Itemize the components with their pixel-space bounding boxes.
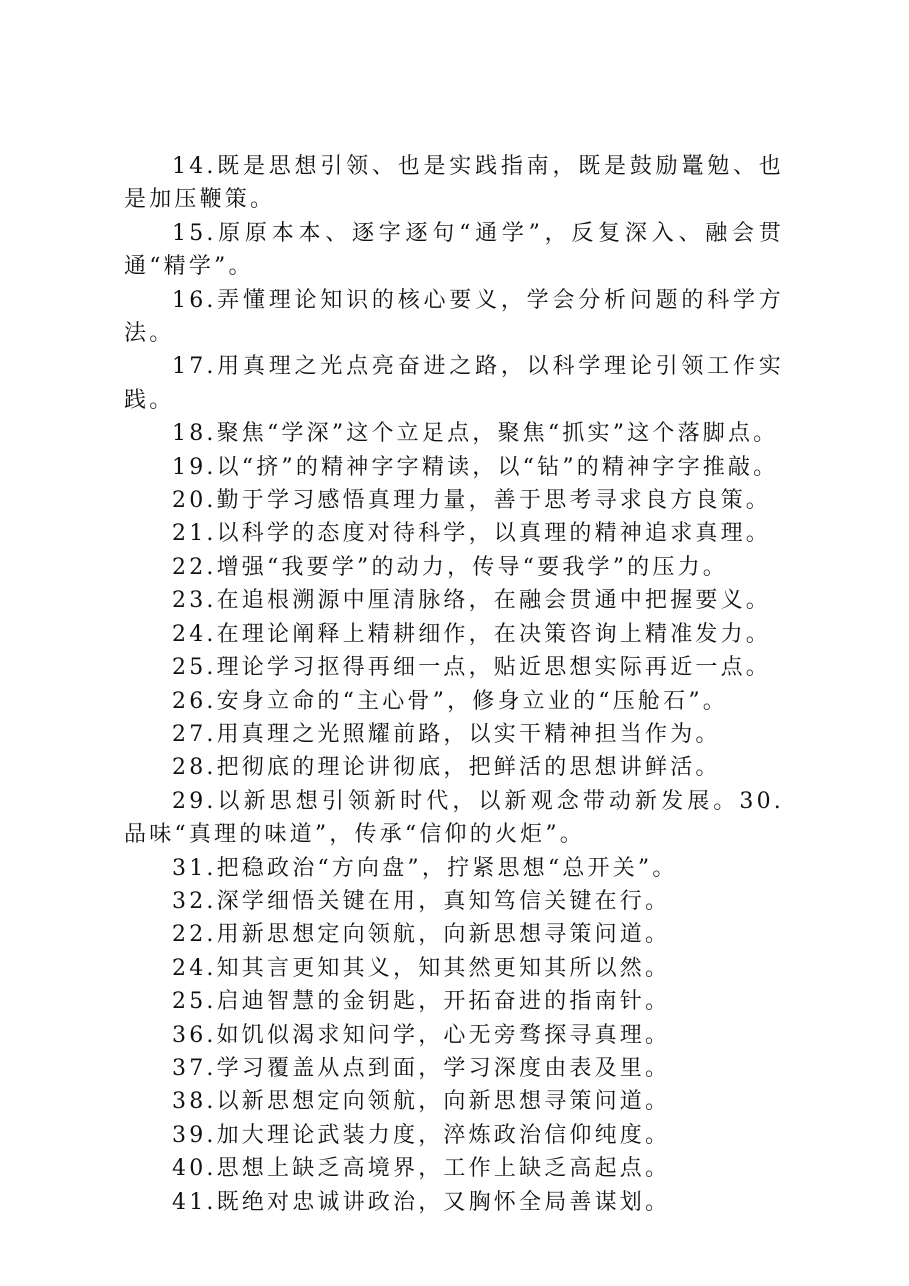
paragraph: 31.把稳政治“方向盘”，拧紧思想“总开关”。 bbox=[172, 855, 678, 881]
paragraph: 16.弄懂理论知识的核心要义，学会分析问题的科学方法。 bbox=[124, 287, 784, 347]
paragraph: 23.在追根溯源中厘清脉络，在融会贯通中把握要义。 bbox=[172, 588, 771, 614]
paragraph: 22.用新思想定向领航，向新思想寻策问道。 bbox=[172, 922, 671, 948]
paragraph: 25.启迪智慧的金钥匙，开拓奋进的指南针。 bbox=[172, 989, 671, 1015]
document-body bbox=[124, 150, 784, 1219]
paragraph: 22.增强“我要学”的动力，传导“要我学”的压力。 bbox=[172, 554, 728, 580]
paragraph: 40.思想上缺乏高境界，工作上缺乏高起点。 bbox=[172, 1156, 671, 1182]
paragraph: 41.既绝对忠诚讲政治，又胸怀全局善谋划。 bbox=[172, 1189, 671, 1215]
paragraph: 28.把彻底的理论讲彻底，把鲜活的思想讲鲜活。 bbox=[172, 755, 721, 781]
paragraph: 14.既是思想引领、也是实践指南，既是鼓励鼍勉、也是加压鞭策。 bbox=[124, 154, 784, 213]
paragraph: 39.加大理论武装力度，淬炼政治信仰纯度。 bbox=[172, 1122, 671, 1148]
paragraph: 27.用真理之光照耀前路，以实干精神担当作为。 bbox=[172, 721, 721, 747]
paragraph: 18.聚焦“学深”这个立足点，聚焦“抓实”这个落脚点。 bbox=[172, 421, 779, 447]
paragraph: 29.以新思想引领新时代，以新观念带动新发展。30.品味“真理的味道”，传承“信仰的火炬”。 bbox=[124, 788, 784, 848]
paragraph: 21.以科学的态度对待科学，以真理的精神追求真理。 bbox=[172, 521, 771, 547]
paragraph: 36.如饥似渴求知问学，心无旁骛探寻真理。 bbox=[172, 1022, 671, 1048]
paragraph: 20.勤于学习感悟真理力量，善于思考寻求良方良策。 bbox=[172, 488, 771, 514]
paragraph: 17.用真理之光点亮奋进之路，以科学理论引领工作实践。 bbox=[124, 354, 784, 413]
paragraph: 38.以新思想定向领航，向新思想寻策问道。 bbox=[172, 1089, 671, 1115]
paragraph: 25.理论学习抠得再细一点，贴近思想实际再近一点。 bbox=[172, 655, 771, 681]
paragraph: 24.在理论阐释上精耕细作，在决策咨询上精准发力。 bbox=[172, 621, 771, 647]
paragraph: 24.知其言更知其义，知其然更知其所以然。 bbox=[172, 955, 671, 981]
paragraph: 32.深学细悟关键在用，真知笃信关键在行。 bbox=[172, 888, 671, 914]
paragraph: 19.以“挤”的精神字字精读，以“钻”的精神字字推敲。 bbox=[172, 454, 779, 480]
paragraph: 26.安身立命的“主心骨”，修身立业的“压舱石”。 bbox=[172, 688, 728, 714]
paragraph: 15.原原本本、逐字逐句“通学”，反复深入、融会贯通“精学”。 bbox=[124, 220, 784, 280]
paragraph: 37.学习覆盖从点到面，学习深度由表及里。 bbox=[172, 1055, 671, 1081]
